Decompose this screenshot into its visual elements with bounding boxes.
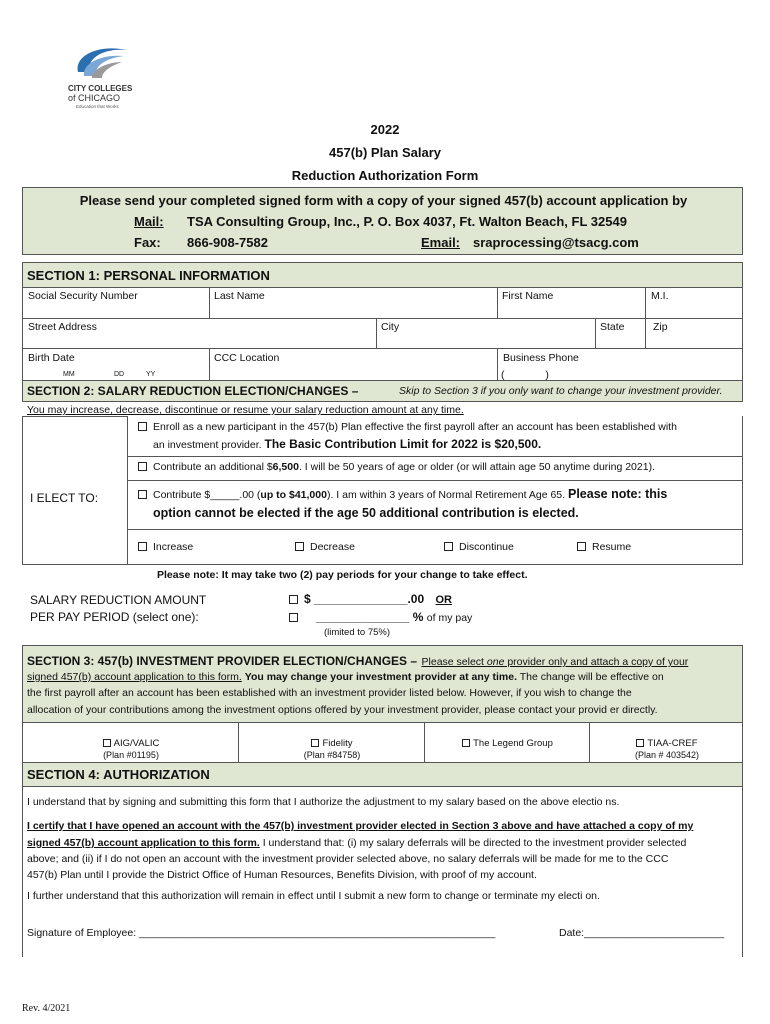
option-resume[interactable]: Resume [577,541,631,553]
option-special-catchup[interactable]: Contribute $_____.00 (up to $41,000). I am within 3 years of Normal Retirement Age 65. Please note: this [138,487,667,501]
special-catchup-checkbox[interactable] [138,490,147,499]
please-note-this: Please note: this [567,487,668,501]
tiaa-checkbox[interactable] [636,739,644,747]
option-discontinue[interactable]: Discontinue [444,541,514,553]
auth-certify-line: I certify that I have opened an account with the 457(b) investment provider elected in Section 3 above and have attached a copy of my [27,820,694,832]
option-increase[interactable]: Increase [138,541,193,553]
amount-percent-option[interactable]: ______________ % of my pay [289,610,472,624]
first-name-label: First Name [502,290,554,302]
option-decrease[interactable]: Decrease [295,541,355,553]
decrease-checkbox[interactable] [295,542,304,551]
amount-label-1: SALARY REDUCTION AMOUNT [30,593,207,607]
mm-label: MM [63,371,75,378]
fidelity-checkbox[interactable] [311,739,319,747]
ccc-location-label: CCC Location [214,352,280,364]
street-label: Street Address [28,321,97,333]
section1-row3 [22,349,743,381]
city-label: City [381,321,400,333]
dollar-checkbox[interactable] [289,595,298,604]
email-label: Email: [421,235,461,250]
elect-to-label: I ELECT TO: [30,491,99,505]
auth-paragraph-1: I understand that by signing and submitting this form that I authorize the adjustment to my salary based on the above electio ns. [27,796,620,808]
last-name-label: Last Name [214,290,265,302]
date-field[interactable]: Date:________________________ [559,927,725,939]
limited-note: (limited to 75%) [324,627,390,638]
title-year: 2022 [370,122,400,137]
increase-checkbox[interactable] [138,542,147,551]
amount-dollar-option[interactable]: $ ______________.00 OR [289,592,452,606]
section3-box: SECTION 3: 457(b) INVESTMENT PROVIDER ELECTION/CHANGES – Please select one provider only and attach a copy of your signed 457(b) account application to this form. You may change your investment provider at any time. The change will be effective on the first payroll after an account has been established with an investment provider listed below. However, if you wish to change the allocation of your contributions among the investment options offered by your investment provider, please contact your provid er directly. [22,645,743,723]
legend-checkbox[interactable] [462,739,470,747]
signature-field[interactable]: Signature of Employee: _____________________________________________________________ [27,927,496,939]
auth-paragraph-3: I further understand that this authorization will remain in effect until I submit a new form to change or terminate my electi on. [27,890,600,902]
mail-label: Mail: [134,214,164,229]
section3-header: SECTION 3: 457(b) INVESTMENT PROVIDER ELECTION/CHANGES – [27,654,418,668]
section2-header: SECTION 2: SALARY REDUCTION ELECTION/CHANGES – Skip to Section 3 if you only want to change your investment provider. [22,381,743,402]
fax-value: 866-908-7582 [187,235,268,250]
email-value: sraprocessing@tsacg.com [473,235,639,250]
resume-checkbox[interactable] [577,542,586,551]
ssn-label: Social Security Number [28,290,138,302]
provider-tiaa[interactable]: TIAA-CREF [590,738,744,749]
aig-checkbox[interactable] [103,739,111,747]
title-line3: Reduction Authorization Form [291,168,479,183]
section2-skip-note: Skip to Section 3 if you only want to change your investment provider. [399,385,723,397]
section1-row2 [22,319,743,349]
logo [62,42,142,112]
option-cannot-be-elected: option cannot be elected if the age 50 additional contribution is elected. [153,506,579,520]
contribution-limit: The Basic Contribution Limit for 2022 is $20,500. [264,437,542,451]
send-instructions-box [22,187,743,255]
state-label: State [600,321,625,333]
section1-header: SECTION 1: PERSONAL INFORMATION [22,262,743,288]
send-intro: Please send your completed signed form with a copy of your signed 457(b) account application by [79,193,688,208]
provider-aig[interactable]: AIG/VALIC [23,738,239,749]
mi-label: M.I. [651,290,669,302]
provider-legend[interactable]: The Legend Group [425,738,590,749]
revision-label: Rev. 4/2021 [22,1003,71,1014]
amount-label-2: PER PAY PERIOD (select one): [30,610,199,624]
dd-label: DD [114,371,125,378]
providers-row: AIG/VALIC (Plan #01195) Fidelity (Plan #84758) The Legend Group TIAA-CREF (Plan # 403542) [22,723,743,763]
birth-date-label: Birth Date [28,352,75,364]
option-catchup[interactable]: Contribute an additional $6,500. I will be 50 years of age or older (or will attain age 50 anytime during 2021). [138,461,655,473]
option-enroll[interactable]: Enroll as a new participant in the 457(b) Plan effective the first payroll after an account has been established with [138,421,738,433]
zip-label: Zip [653,321,668,333]
mail-value: TSA Consulting Group, Inc., P. O. Box 4037, Ft. Walton Beach, FL 32549 [187,214,627,229]
section4-header: SECTION 4: AUTHORIZATION [22,763,743,787]
phone-parens: ( ) [501,369,549,381]
provider-fidelity[interactable]: Fidelity [239,738,425,749]
logo-line1: CITY COLLEGES [68,84,133,93]
discontinue-checkbox[interactable] [444,542,453,551]
title-line2: 457(b) Plan Salary [329,145,441,160]
yy-label: YY [146,371,156,378]
enroll-checkbox[interactable] [138,422,147,431]
or-label: OR [435,594,452,606]
catchup-checkbox[interactable] [138,462,147,471]
section2-subnote: You may increase, decrease, discontinue or resume your salary reduction amount at any time. [27,404,464,416]
fax-label: Fax: [134,235,161,250]
logo-tagline: Education that Works [76,104,119,109]
section1-row1 [22,288,743,319]
logo-swoosh-icon [70,42,130,82]
business-phone-label: Business Phone [503,352,579,364]
enroll-line2: an investment provider. [153,439,262,451]
auth-signed-application: signed 457(b) account application to this form. [27,837,260,849]
logo-line2: of CHICAGO [68,93,121,103]
pay-period-note: Please note: It may take two (2) pay periods for your change to take effect. [157,569,528,581]
percent-checkbox[interactable] [289,613,298,622]
